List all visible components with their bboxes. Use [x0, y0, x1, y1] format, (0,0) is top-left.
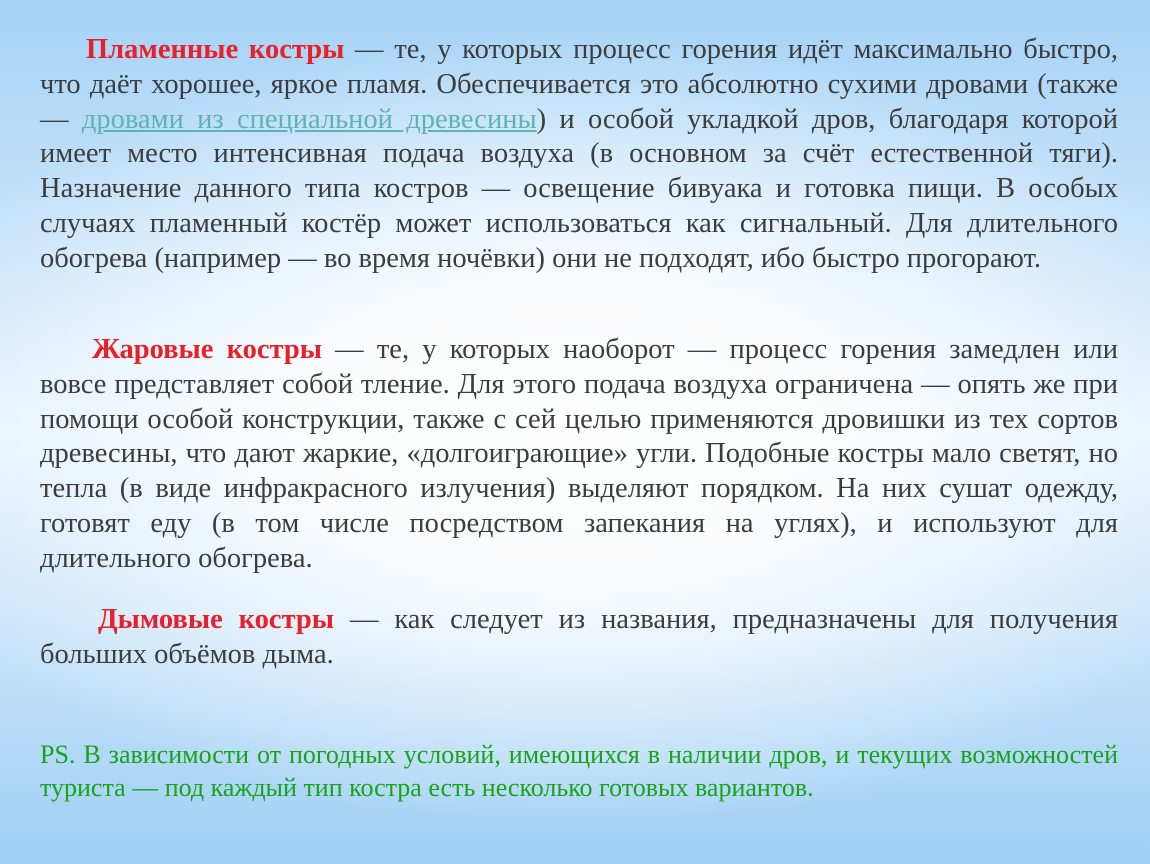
paragraph-flame-fires: [40, 33, 1118, 277]
term-flame-fires: Пламенные костры: [86, 34, 345, 65]
paragraph-flame-text-end: ) и особой укладкой дров, благодаря которой имеет место интенсивная подача воздуха (в основном за счёт естественной тяги). Назначение данного типа костров — освещение бивуака и готовка пищи. В особых случаях пламенный костёр может использоваться как сигнальный. Для длительного обогрева (например — во время ночёвки) они не подходят, ибо быстро прогорают.: [40, 103, 1118, 274]
special-wood-link[interactable]: дровами из специальной древесины: [81, 103, 537, 135]
term-heat-fires: Жаровые костры: [92, 334, 322, 365]
paragraph-flame-text-start: — те, у которых процесс горения идёт максимально быстро, что даёт хорошее, яркое пламя. Обеспечивается это абсолютно сухими дровами (также —: [40, 34, 1118, 135]
paragraph-heat-fires: [40, 333, 1118, 577]
paragraph-heat-text: — те, у которых наоборот — процесс горения замедлен или вовсе представляет собой тление. Для этого подача воздуха ограничена — опять же при помощи особой конструкции, также с сей целью применяются дровишки из тех сортов древесины, что дают жаркие, «долгоиграющие» угли. Подобные костры мало светят, но тепла (в виде инфракрасного излучения) выделяют порядком. На них сушат одежду, готовят еду (в том числе посредством запекания на углях), и используют для длительного обогрева.: [40, 334, 1118, 574]
paragraph-smoke-fires: [40, 603, 1118, 673]
term-smoke-fires: Дымовые костры: [98, 604, 335, 635]
paragraph-smoke-text: — как следует из названия, предназначены для получения больших объёмов дыма.: [40, 604, 1119, 670]
paragraph-ps-note: PS. В зависимости от погодных условий, имеющихся в наличии дров, и текущих возможностей туриста — под каждый тип костра есть несколько готовых вариантов.: [40, 740, 1118, 802]
